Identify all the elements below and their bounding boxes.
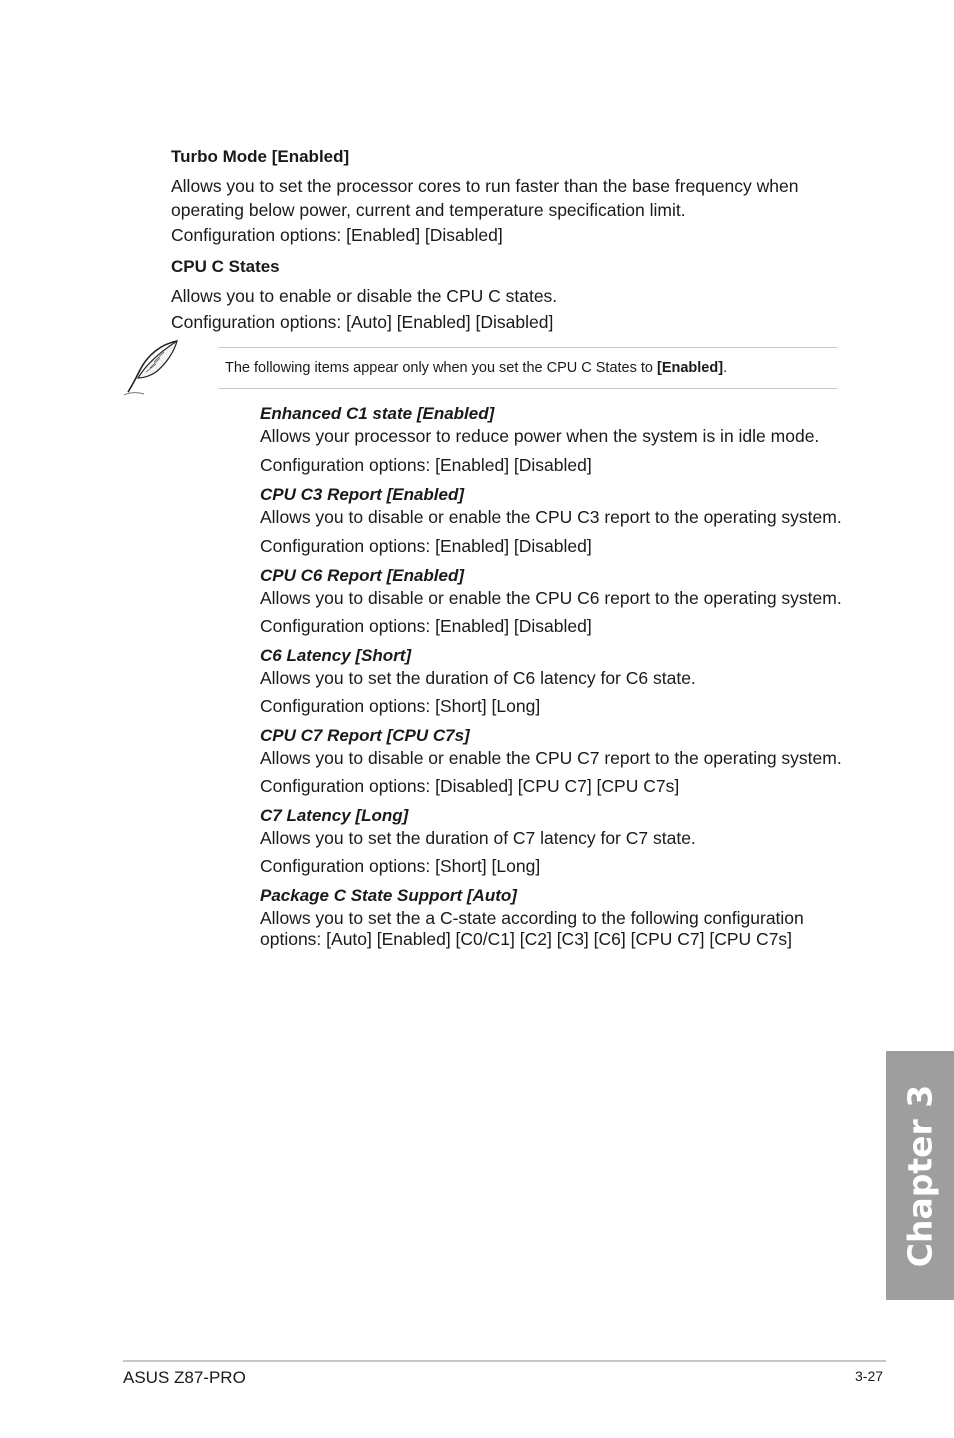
cpu-c3-config: Configuration options: [Enabled] [Disabled] [260,536,592,556]
cpu-c6-title: CPU C6 Report [Enabled] [260,566,465,585]
cpu-c7-title: CPU C7 Report [CPU C7s] [260,726,470,745]
footer-product-name: ASUS Z87-PRO [123,1368,246,1387]
c7-latency-desc: Allows you to set the duration of C7 latency for C7 state. [260,828,696,848]
c6-latency-desc: Allows you to set the duration of C6 latency for C6 state. [260,668,696,688]
package-c-state-desc-line1: Allows you to set the a C-state according to the following configuration [260,908,804,928]
chapter-label: Chapter 3 [900,1084,940,1267]
enhanced-c1-desc: Allows your processor to reduce power when the system is in idle mode. [260,426,820,446]
turbo-mode-heading: Turbo Mode [Enabled] [171,147,350,166]
cpu-c7-config: Configuration options: [Disabled] [CPU C7] [CPU C7s] [260,776,680,796]
note-emphasis: [Enabled] [657,360,724,376]
cpu-c3-title: CPU C3 Report [Enabled] [260,485,465,504]
chapter-tab [886,1051,954,1300]
cpu-c3-desc: Allows you to disable or enable the CPU C3 report to the operating system. [260,507,842,527]
package-c-state-desc-line2: options: [Auto] [Enabled] [C0/C1] [C2] [C3] [C6] [CPU C7] [CPU C7s] [260,929,793,949]
note-box [218,347,838,389]
c7-latency-config: Configuration options: [Short] [Long] [260,856,541,876]
enhanced-c1-title: Enhanced C1 state [Enabled] [260,404,495,423]
cpu-c7-desc: Allows you to disable or enable the CPU C7 report to the operating system. [260,748,842,768]
turbo-mode-desc-line2: operating below power, current and temperature specification limit. [171,200,686,220]
cpu-c6-desc: Allows you to disable or enable the CPU C6 report to the operating system. [260,588,842,608]
footer-page-number: 3-27 [855,1368,884,1384]
cpu-c-states-desc: Allows you to enable or disable the CPU C states. [171,286,558,306]
c6-latency-title: C6 Latency [Short] [260,646,412,665]
cpu-c-states-config: Configuration options: [Auto] [Enabled] [Disabled] [171,312,554,332]
footer-rule [123,1360,886,1362]
c6-latency-config: Configuration options: [Short] [Long] [260,696,541,716]
cpu-c6-config: Configuration options: [Enabled] [Disabled] [260,616,592,636]
cpu-c-states-heading: CPU C States [171,257,280,276]
c7-latency-title: C7 Latency [Long] [260,806,409,825]
package-c-state-title: Package C State Support [Auto] [260,886,517,905]
turbo-mode-desc-line1: Allows you to set the processor cores to run faster than the base frequency when [171,176,799,196]
enhanced-c1-config: Configuration options: [Enabled] [Disabled] [260,455,592,475]
turbo-mode-config: Configuration options: [Enabled] [Disabled] [171,225,503,245]
feather-pen-icon [120,338,180,398]
note-text: The following items appear only when you set the CPU C States to [Enabled]. [225,360,728,376]
